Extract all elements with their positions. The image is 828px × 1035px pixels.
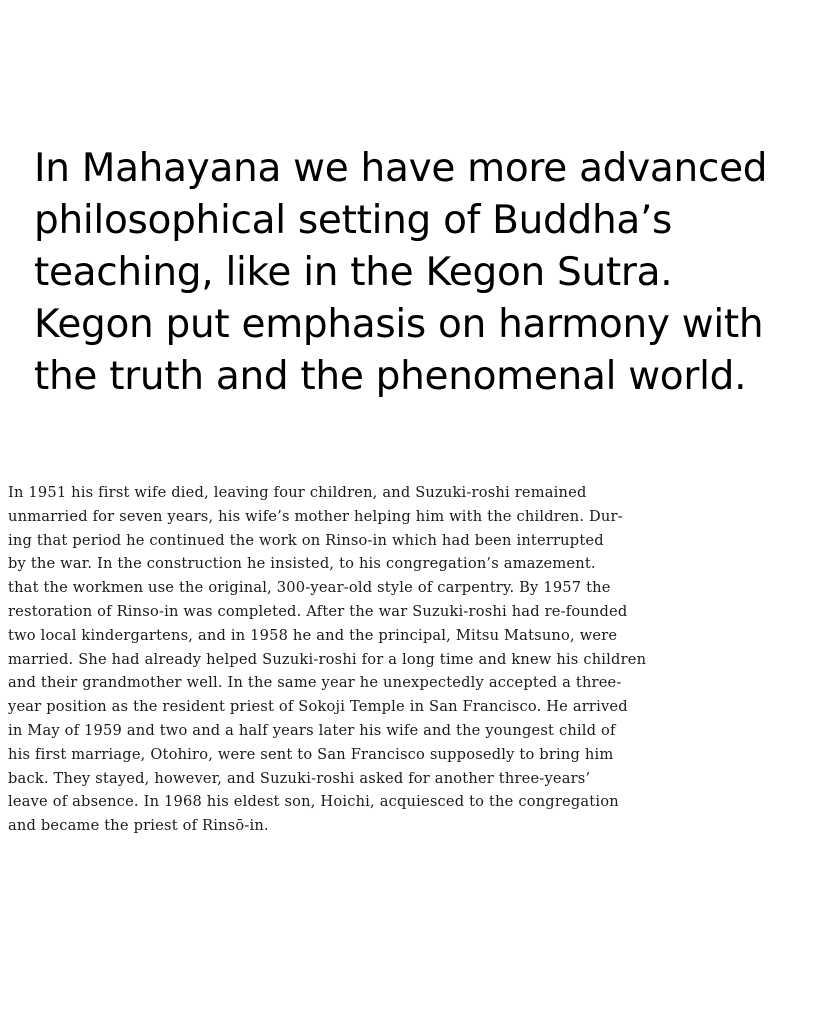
excerpt-line: married. She had already helped Suzuki-roshi for a long time and knew his children — [8, 650, 647, 668]
excerpt-line: in May of 1959 and two and a half years later his wife and the youngest child of — [8, 721, 616, 739]
excerpt-line: leave of absence. In 1968 his eldest son, Hoichi, acquiesced to the congregation — [8, 793, 619, 811]
excerpt-line: that the workmen use the original, 300-year-old style of carpentry. By 1957 the — [8, 579, 611, 597]
excerpt-line: and their grandmother well. In the same year he unexpectedly accepted a three- — [8, 674, 622, 692]
heading-line: philosophical setting of Buddha’s — [34, 198, 673, 243]
heading-line: In Mahayana we have more advanced — [34, 146, 768, 191]
excerpt-line: by the war. In the construction he insisted, to his congregation’s amazement. — [8, 555, 596, 573]
heading-line: the truth and the phenomenal world. — [34, 354, 747, 399]
excerpt-line: his first marriage, Otohiro, were sent to San Francisco supposedly to bring him — [8, 745, 614, 763]
slide-heading — [34, 143, 824, 403]
heading-line: Kegon put emphasis on harmony with — [34, 302, 764, 347]
excerpt-line: In 1951 his first wife died, leaving four children, and Suzuki-roshi remained — [8, 484, 587, 501]
excerpt-line: restoration of Rinso-in was completed. After the war Suzuki-roshi had re-founded — [8, 602, 628, 620]
excerpt-line: back. They stayed, however, and Suzuki-roshi asked for another three-years’ — [8, 769, 591, 787]
excerpt-line: two local kindergartens, and in 1958 he and the principal, Mitsu Matsuno, were — [8, 626, 618, 644]
heading-line: teaching, like in the Kegon Sutra. — [34, 250, 673, 295]
scanned-excerpt — [8, 481, 826, 838]
excerpt-line: year position as the resident priest of Sokoji Temple in San Francisco. He arrived — [8, 698, 628, 716]
excerpt-line: ing that period he continued the work on Rinso-in which had been interrupted — [8, 531, 604, 549]
excerpt-line: unmarried for seven years, his wife’s mother helping him with the children. Dur- — [8, 507, 623, 525]
excerpt-line: and became the priest of Rinsō-in. — [8, 817, 269, 835]
